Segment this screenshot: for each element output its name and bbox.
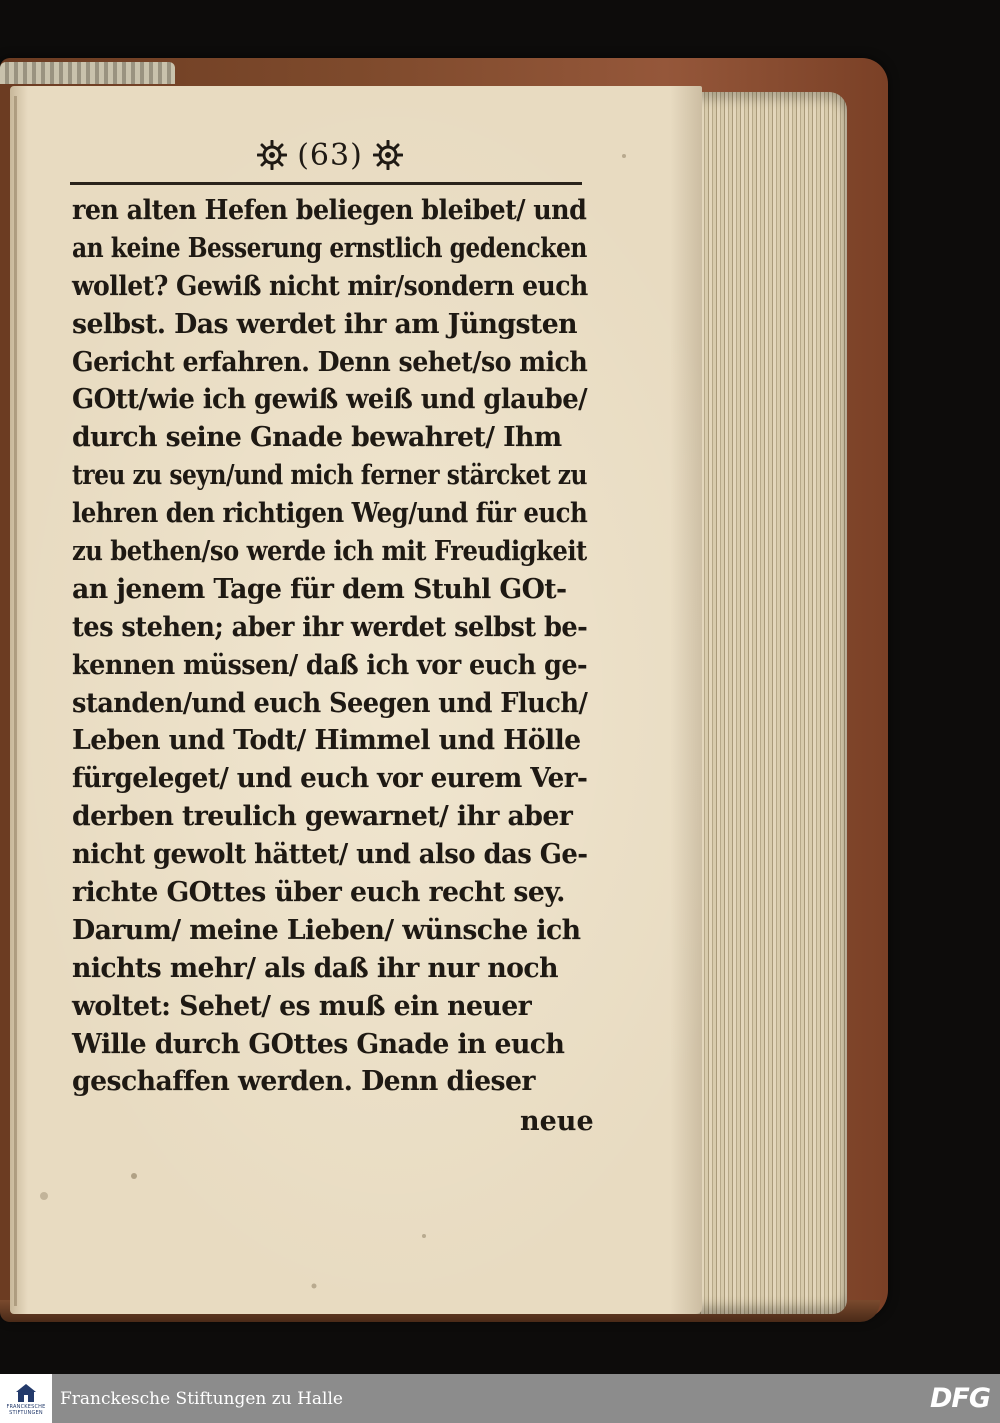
text-line: tes stehen; aber ihr werdet selbst be- <box>72 611 588 643</box>
text-line: durch seine Gnade bewahret/ Ihm <box>72 422 562 454</box>
text-line: an keine Besserung ernstlich gedencken <box>72 232 587 264</box>
text-line: Wille durch GOttes Gnade in euch <box>72 1028 565 1060</box>
gutter <box>14 96 17 1306</box>
page-number: (63) <box>297 137 363 173</box>
institution-logo[interactable] <box>0 1374 52 1423</box>
text-line: an jenem Tage für dem Stuhl GOt- <box>72 573 567 605</box>
text-line: treu zu seyn/und mich ferner stärcket zu <box>72 460 587 492</box>
text-line: kennen müssen/ daß ich vor euch ge- <box>72 649 588 681</box>
text-line: geschaffen werden. Denn dieser <box>72 1066 535 1098</box>
logo-text: FRANCKESCHE STIFTUNGEN <box>6 1403 46 1416</box>
catchword: neue <box>520 1106 594 1137</box>
ornament-icon <box>373 140 403 170</box>
text-line: fürgeleget/ und euch vor eurem Ver- <box>72 763 588 795</box>
running-head <box>240 130 420 180</box>
text-line: Gericht erfahren. Denn sehet/so mich <box>72 346 588 378</box>
text-line: selbst. Das werdet ihr am Jüngsten <box>72 308 577 340</box>
viewer-footer <box>0 1374 1000 1423</box>
text-line: nicht gewolt hättet/ und also das Ge- <box>72 839 588 871</box>
text-line: ren alten Hefen beliegen bleibet/ und <box>72 195 587 226</box>
body-text <box>72 192 592 1101</box>
text-line: Leben und Todt/ Himmel und Hölle <box>72 725 581 757</box>
text-line: derben treulich gewarnet/ ihr aber <box>72 801 573 833</box>
header-rule <box>70 182 582 185</box>
text-line: standen/und euch Seegen und Fluch/ <box>72 687 588 719</box>
text-line: wollet? Gewiß nicht mir/sondern euch <box>72 270 588 302</box>
institution-name[interactable]: Franckesche Stiftungen zu Halle <box>60 1388 343 1409</box>
text-line: Darum/ meine Lieben/ wünsche ich <box>72 914 581 946</box>
text-line: woltet: Sehet/ es muß ein neuer <box>72 990 532 1022</box>
text-line: nichts mehr/ als daß ihr nur noch <box>72 952 558 984</box>
headband <box>0 62 175 84</box>
page-edges <box>685 92 847 1314</box>
dfg-logo[interactable]: DFG <box>929 1383 990 1414</box>
ornament-icon <box>257 140 287 170</box>
orphanage-building-icon <box>15 1382 37 1404</box>
text-line: zu bethen/so werde ich mit Freudigkeit <box>72 536 587 568</box>
text-line: richte GOttes über euch recht sey. <box>72 877 565 909</box>
text-line: lehren den richtigen Weg/und für euch <box>72 498 588 530</box>
text-line: GOtt/wie ich gewiß weiß und glaube/ <box>72 384 588 416</box>
